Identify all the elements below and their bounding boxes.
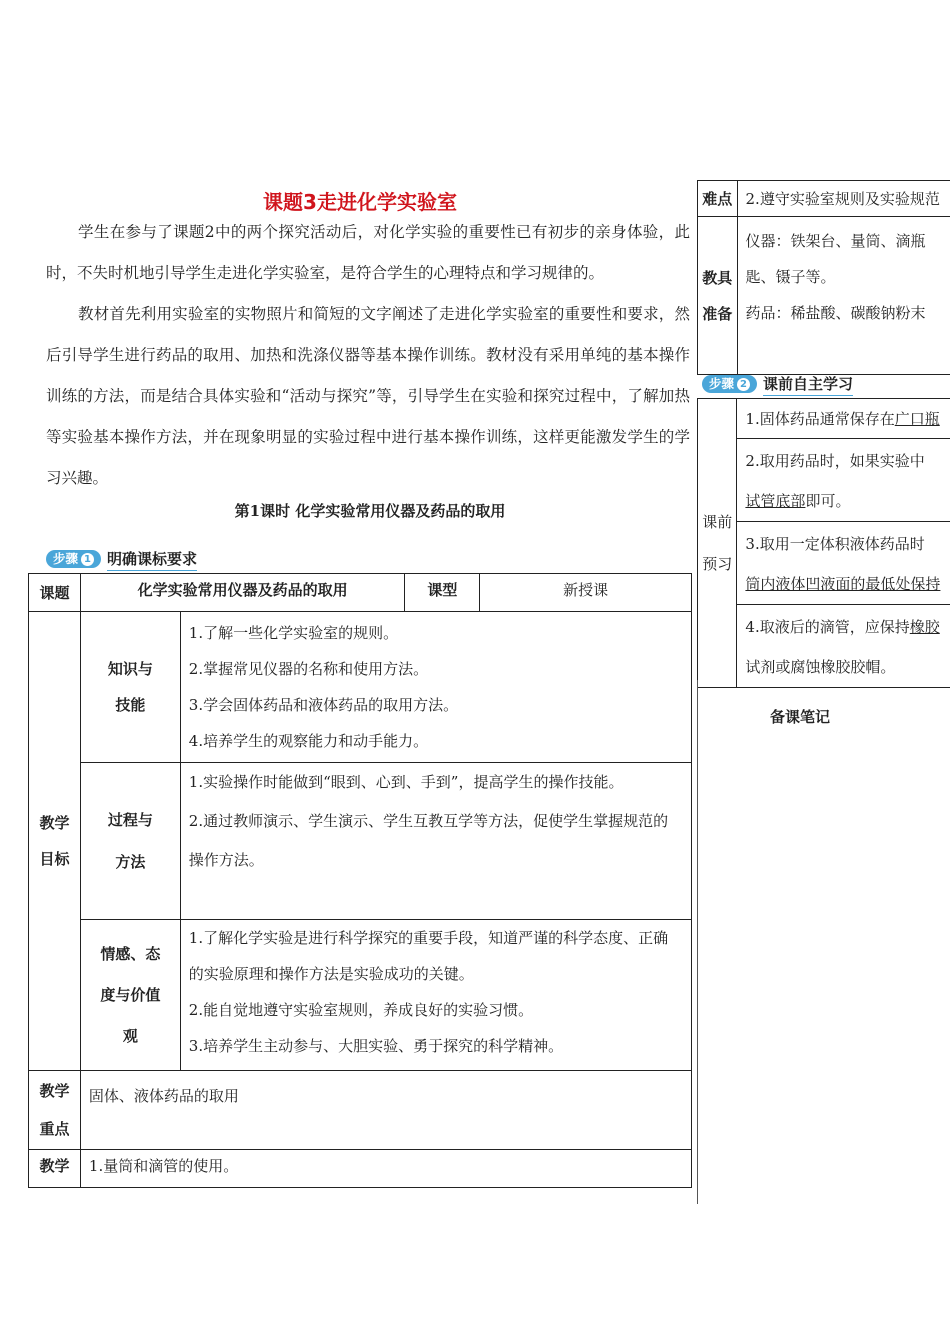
tools-line: 仪器：铁架台、量筒、滴瓶 xyxy=(745,232,926,250)
emotion-list xyxy=(180,920,691,1071)
knowledge-label: 知识与 技能 xyxy=(80,612,180,763)
preview-item-2: 2.取用药品时，如果实验中 试管底部即可。 xyxy=(737,439,950,522)
side-difficulty-label: 难点 xyxy=(698,181,738,217)
knowledge-item: 1.了解一些化学实验室的规则。 xyxy=(188,624,399,642)
preview-table xyxy=(697,398,950,688)
process-list xyxy=(180,763,691,920)
preview-label: 课前 预习 xyxy=(698,399,737,688)
column-divider xyxy=(697,680,698,1204)
step1-label: 明确课标要求 xyxy=(107,548,197,571)
knowledge-item: 4.培养学生的观察能力和动手能力。 xyxy=(188,732,429,750)
preview-item-4: 4.取液后的滴管，应保持橡胶 试剂或腐蚀橡胶胶帽。 xyxy=(737,605,950,688)
emotion-item: 1.了解化学实验是进行科学探究的重要手段，知道严谨的科学态度、正确的实验原理和操作方法是实验成功的关键。 xyxy=(188,929,669,983)
knowledge-item: 2.掌握常见仪器的名称和使用方法。 xyxy=(188,660,429,678)
key-value: 固体、液体药品的取用 xyxy=(80,1071,691,1150)
tools-line: 药品：稀盐酸、碳酸钠粉末 xyxy=(745,304,926,322)
emotion-item: 3.培养学生主动参与、大胆实验、勇于探究的科学精神。 xyxy=(188,1037,564,1055)
preview-item-3: 3.取用一定体积液体药品时 筒内液体凹液面的最低处保持 xyxy=(737,522,950,605)
lesson-title: 第1课时 化学实验常用仪器及药品的取用 xyxy=(234,502,506,520)
side-difficulty-value: 2.遵守实验室规则及实验规范 xyxy=(737,181,950,217)
step1-badge: 步骤 1 xyxy=(46,550,101,568)
intro-text xyxy=(46,212,690,499)
process-item: 1.实验操作时能做到“眼到、心到、手到”，提高学生的操作技能。 xyxy=(188,773,624,791)
side-table-top xyxy=(697,180,950,375)
tools-line: 匙、镊子等。 xyxy=(745,268,836,286)
step2-label: 课前自主学习 xyxy=(763,373,853,396)
type-value: 新授课 xyxy=(480,574,692,612)
emotion-item: 2.能自觉地遵守实验室规则，养成良好的实验习惯。 xyxy=(188,1001,534,1019)
intro-paragraph-1: 学生在参与了课题2中的两个探究活动后，对化学实验的重要性已有初步的亲身体验，此时，不失时机地引导学生走进化学实验室，是符合学生的心理特点和学习规律的。 xyxy=(46,223,690,282)
tools-label: 教具 准备 xyxy=(698,217,738,375)
difficulty-value: 1.量筒和滴管的使用。 xyxy=(80,1150,691,1188)
step2-badge: 步骤 2 xyxy=(702,375,757,393)
topic-label: 课题 xyxy=(29,574,81,612)
main-lesson-table xyxy=(28,573,692,1188)
knowledge-list xyxy=(180,612,691,763)
step1-header xyxy=(46,548,197,570)
difficulty-label: 教学 xyxy=(29,1150,81,1188)
page-title: 课题3走进化学实验室 xyxy=(263,190,457,214)
preview-item-1: 1.固体药品通常保存在广口瓶 xyxy=(737,399,950,439)
tools-value xyxy=(737,217,950,375)
topic-value: 化学实验常用仪器及药品的取用 xyxy=(80,574,404,612)
knowledge-item: 3.学会固体药品和液体药品的取用方法。 xyxy=(188,696,459,714)
goals-label: 教学 目标 xyxy=(29,612,81,1071)
process-label: 过程与 方法 xyxy=(80,763,180,920)
step2-header xyxy=(702,373,853,395)
type-label: 课型 xyxy=(405,574,480,612)
notes-label: 备课笔记 xyxy=(770,708,831,726)
intro-paragraph-2: 教材首先利用实验室的实物照片和简短的文字阐述了走进化学实验室的重要性和要求，然后引导学生进行药品的取用、加热和洗涤仪器等基本操作训练。教材没有采用单纯的基本操作训练的方法，而是结合具体实验和“活动与探究”等，引导学生在实验和探究过程中，了解加热等实验基本操作方法，并在现象明显的实验过程中进行基本操作训练，这样更能激发学生的学习兴趣。 xyxy=(46,305,690,487)
emotion-label: 情感、态 度与价值 观 xyxy=(80,920,180,1071)
key-label: 教学 重点 xyxy=(29,1071,81,1150)
process-item: 2.通过教师演示、学生演示、学生互教互学等方法，促使学生掌握规范的操作方法。 xyxy=(188,812,669,869)
